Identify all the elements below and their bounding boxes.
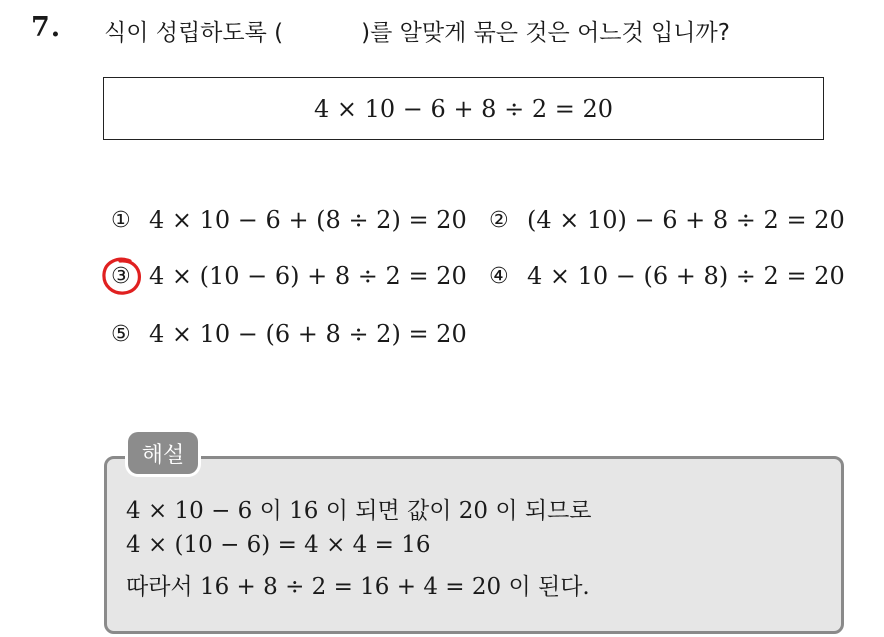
choice-2-expression: (4 × 10) − 6 + 8 ÷ 2 = 20 <box>527 206 845 234</box>
choice-3-number: ③ <box>111 263 131 289</box>
explanation-line-2: 4 × (10 − 6) = 4 × 4 = 16 <box>126 532 431 558</box>
choice-2-number: ② <box>489 207 509 233</box>
choice-3[interactable] <box>111 262 467 290</box>
choice-5[interactable] <box>111 320 467 348</box>
choice-3-expression: 4 × (10 − 6) + 8 ÷ 2 = 20 <box>149 262 467 290</box>
equation-box <box>103 77 824 140</box>
choice-5-expression: 4 × 10 − (6 + 8 ÷ 2) = 20 <box>149 320 467 348</box>
choice-2[interactable] <box>489 206 845 234</box>
choice-1-expression: 4 × 10 − 6 + (8 ÷ 2) = 20 <box>149 206 467 234</box>
question-text-before: 식이 성립하도록 ( <box>104 20 284 46</box>
choice-4-number: ④ <box>489 263 509 289</box>
question-text-after: )를 알맞게 묶은 것은 어느것 입니까? <box>361 20 730 46</box>
choice-5-number: ⑤ <box>111 321 131 347</box>
equation-text: 4 × 10 − 6 + 8 ÷ 2 = 20 <box>314 94 613 123</box>
question-number: 7. <box>31 12 62 43</box>
choice-4-expression: 4 × 10 − (6 + 8) ÷ 2 = 20 <box>527 262 845 290</box>
choice-4[interactable] <box>489 262 845 290</box>
explanation-line-1: 4 × 10 − 6 이 16 이 되면 값이 20 이 되므로 <box>126 498 592 524</box>
explanation-tab: 해설 <box>128 432 198 474</box>
choice-1[interactable] <box>111 206 467 234</box>
explanation-line-3: 따라서 16 + 8 ÷ 2 = 16 + 4 = 20 이 된다. <box>126 574 590 600</box>
question-text <box>104 14 730 47</box>
choice-1-number: ① <box>111 207 131 233</box>
